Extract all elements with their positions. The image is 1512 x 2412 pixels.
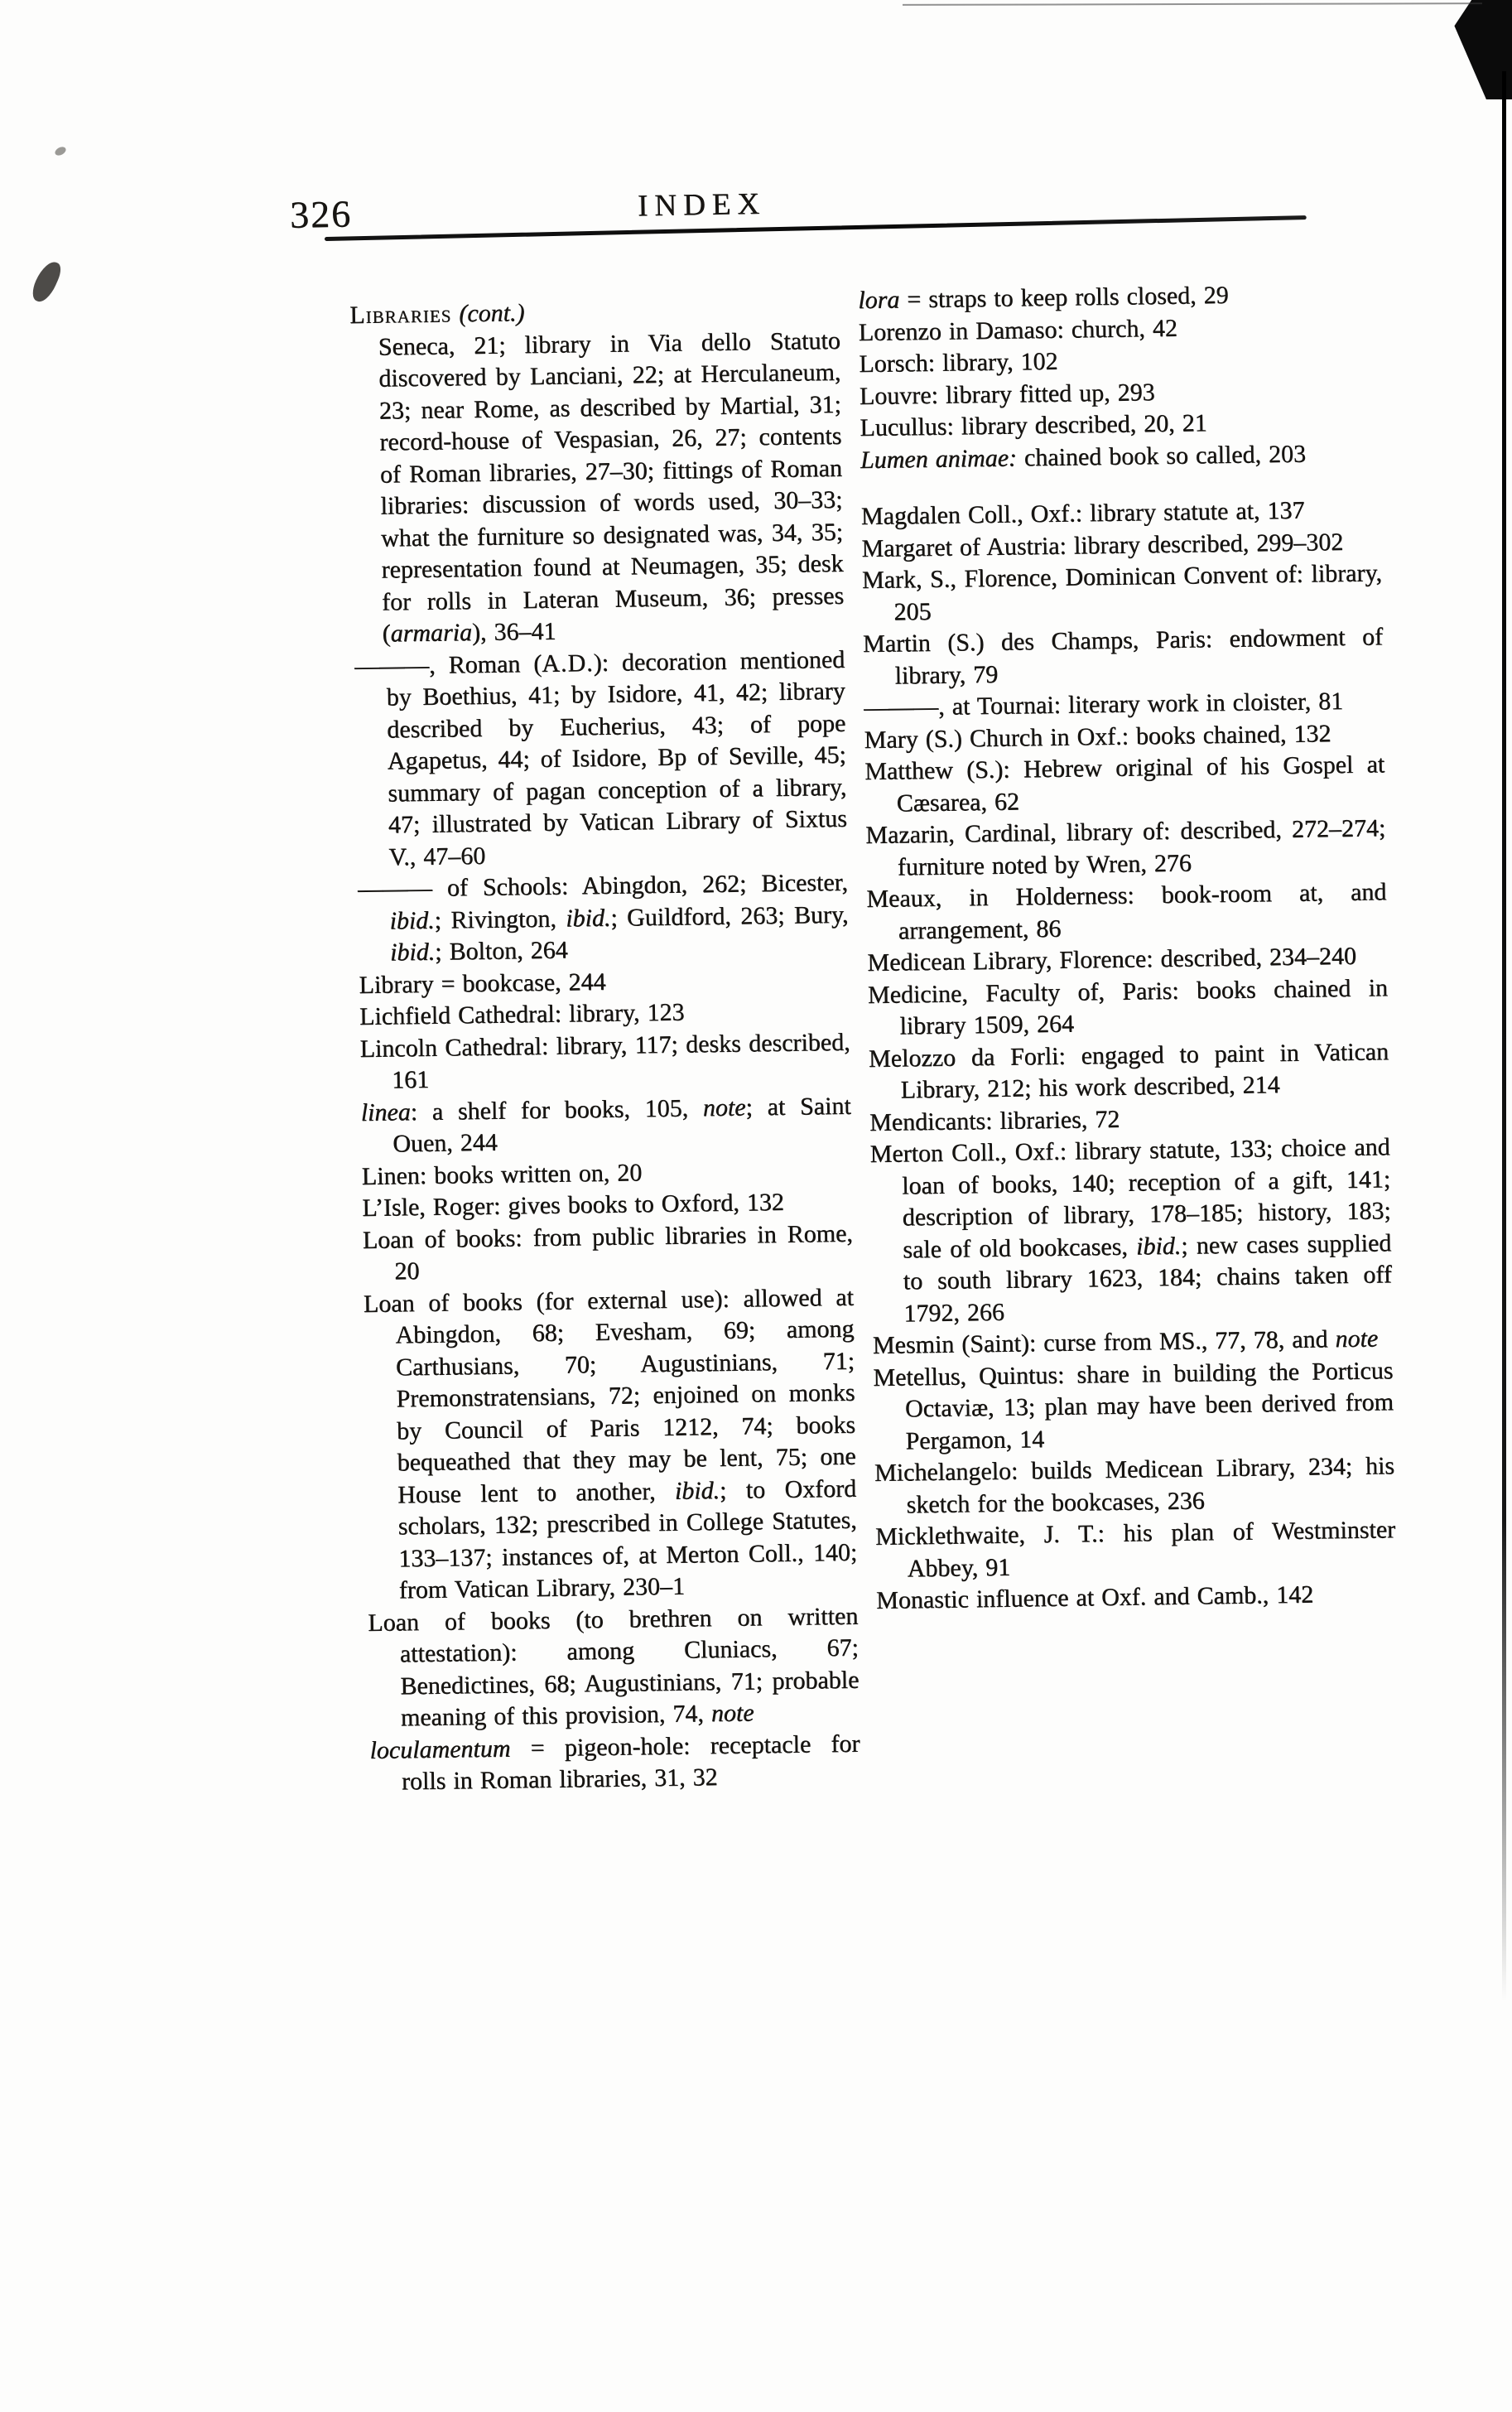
entry-text-segment: ; new cases supplied to south library 1623, 184; chains taken off 1792, 266 (903, 1228, 1392, 1327)
index-entry (860, 437, 1380, 476)
entry-text-segment: ; at Saint Ouen, 244 (392, 1092, 851, 1158)
entry-text-segment: ; Bolton, 264 (434, 936, 568, 966)
entry-text-segment: Mazarin, Cardinal, library of: described, 272–274; furniture noted by Wren, 276 (865, 814, 1386, 880)
entry-text-segment: ; Guildford, 263; Bury, (610, 900, 849, 932)
entry-text-segment: ): decoration mentioned by Boethius, 41; by Isidore, 41, 42; library described by Eucherius, 43; of pope Agapetus, 44; of Isidore, Bp of Seville, 45; summary of pagan conception of a library, 47; illustrated by Vatican Library of Sixtus V., 47–60 (386, 645, 848, 871)
index-entry (350, 325, 845, 650)
entry-text-segment: Mary (S.) Church in Oxf.: books chained, 132 (864, 719, 1331, 754)
index-entry (866, 876, 1387, 948)
entry-text-segment: Loan of books (for external use): allowed at Abingdon, 68; Evesham, 69; among Carthusians, 70; Augustinians, 71; Premonstratensians, 72; enjoined on monks by Council of Paris 1212, 74; books bequeathed that they may be lent, 75; one House lent to another, (363, 1283, 856, 1508)
index-entry (363, 1218, 854, 1288)
entry-text-segment: ibid. (565, 904, 611, 932)
entry-text-segment: Margaret of Austria: library described, 299–302 (861, 528, 1344, 562)
entry-text-segment: Lichfield Cathedral: library, 123 (359, 998, 685, 1030)
index-entry (360, 1090, 851, 1160)
entry-text-segment: : a shelf for books, 105, (410, 1093, 704, 1126)
header-rule (325, 215, 1307, 241)
index-entry (873, 1355, 1394, 1458)
index-entry (369, 1728, 860, 1798)
entry-text-segment: Micklethwaite, J. T.: his plan of Westminster Abbey, 91 (874, 1516, 1396, 1582)
entry-text-segment: Loan of books: from public libraries in Rome, 20 (362, 1219, 854, 1286)
index-column-left (349, 293, 860, 1799)
page-title: INDEX (637, 186, 767, 224)
entry-text-segment: ibid. (389, 906, 435, 934)
entry-text-segment: L’Isle, Roger: gives books to Oxford, 132 (362, 1188, 785, 1222)
index-entry (868, 972, 1389, 1044)
scan-top-edge-artifact (903, 2, 1482, 6)
entry-text-segment: Martin (S.) des Champs, Paris: endowment of library, 79 (862, 623, 1384, 689)
entry-text-segment: Metellus, Quintus: share in building the Porticus Octaviæ, 13; plan may have been derived from Pergamon, 14 (873, 1356, 1394, 1454)
entry-text-segment: Medicine, Faculty of, Paris: books chained in library 1509, 264 (867, 973, 1389, 1040)
index-entry (874, 1450, 1395, 1522)
margin-smudge-artifact (28, 258, 64, 305)
entry-text-segment: Linen: books written on, 20 (361, 1158, 643, 1190)
entry-text-segment: (cont.) (459, 299, 525, 328)
index-entry (869, 1036, 1389, 1107)
entry-text-segment: Mesmin (Saint): curse from MS., 77, 78, and (872, 1325, 1336, 1359)
entry-text-segment: note (710, 1699, 754, 1728)
entry-text-segment: ), 36–41 (471, 617, 556, 646)
entry-text-segment: Louvre: library fitted up, 293 (859, 378, 1155, 410)
entry-text-segment: ——— of Schools: Abingdon, 262; Bicester, (357, 868, 849, 903)
index-entry (865, 813, 1386, 884)
entry-text-segment (451, 300, 459, 327)
entry-text-segment: Mark, S., Florence, Dominican Convent of: library, 205 (861, 559, 1383, 625)
index-entry (875, 1514, 1396, 1585)
entry-text-segment: A.D. (542, 649, 594, 678)
entry-text-segment: Lorsch: library, 102 (859, 347, 1058, 378)
entry-text-segment: Lumen animae: (860, 443, 1018, 474)
entry-text-segment: Libraries (349, 300, 452, 329)
index-entry (864, 749, 1385, 820)
entry-text-segment: Loan of books (to brethren on written attestation): among Cluniacs, 67; Benedictines, 68; Augustinians, 71; probable meaning of this provision, 74, (368, 1602, 860, 1732)
index-entry (869, 1131, 1392, 1330)
entry-text-segment: note (1335, 1324, 1379, 1353)
entry-text-segment: Michelangelo: builds Medicean Library, 234; his sketch for the bookcases, 236 (874, 1452, 1395, 1518)
entry-text-segment: Meaux, in Holderness: book-room at, and arrangement, 86 (866, 878, 1387, 944)
entry-text-segment: Lucullus: library described, 20, 21 (860, 409, 1207, 441)
entry-text-segment: Mendicants: libraries, 72 (869, 1105, 1120, 1136)
index-column-right (858, 277, 1396, 1617)
entry-text-segment: Medicean Library, Florence: described, 234–240 (867, 942, 1357, 977)
entry-text-segment: loculamentum (369, 1734, 511, 1764)
scan-edge-line-artifact (1502, 71, 1506, 2001)
index-entry (359, 1026, 850, 1097)
entry-text-segment: Merton Coll., Oxf.: library statute, 133; choice and loan of books, 140; reception of a gift, 141; description of library, 178–185; history, 183; sale of old bookcases, (869, 1133, 1391, 1263)
entry-text-segment: note (702, 1093, 746, 1122)
entry-text-segment: = pigeon-hole: receptacle for rolls in Roman libraries, 31, 32 (401, 1729, 860, 1796)
entry-text-segment: linea (360, 1097, 411, 1126)
entry-text-segment: Monastic influence at Oxf. and Camb., 142 (875, 1580, 1314, 1614)
entry-text-segment: ———, Roman ( (354, 649, 542, 680)
entry-text-segment: Seneca, 21; library in Via dello Statuto discovered by Lanciani, 22; at Herculaneum, 23; near Rome, as described by Martial, 31; record-house of Vespasian, 26, 27; contents of Roman libraries, 27–30; fittings of Roman libraries: discussion of words used, 30–33; what the furniture so designated was, 34, 35; representation found at Neumagen, 35; desk for rolls in Lateran Museum, 36; presses ( (378, 326, 845, 648)
entry-text-segment: ———, at Tournai: literary work in cloister, 81 (863, 687, 1344, 721)
page-number: 326 (289, 192, 353, 236)
entry-text-segment: lora (858, 286, 900, 314)
entry-text-segment: ibid. (389, 938, 436, 967)
entry-text-segment: Magdalen Coll., Oxf.: library statute at, 137 (860, 496, 1305, 530)
margin-speck-artifact (54, 145, 68, 157)
index-entry (368, 1600, 860, 1734)
entry-text-segment: chained book so called, 203 (1016, 439, 1307, 471)
index-entry (354, 644, 848, 874)
entry-text-segment: armaria (390, 618, 473, 648)
entry-text-segment: ; to Oxford scholars, 132; prescribed in College Statutes, 133–137; instances of, at Merton Coll., 140; from Vatican Library, 230–1 (397, 1474, 858, 1604)
entry-text-segment: = straps to keep rolls closed, 29 (899, 281, 1229, 314)
entry-text-segment: Lorenzo in Damaso: church, 42 (858, 314, 1178, 346)
entry-text-segment: Library = bookcase, 244 (359, 967, 606, 999)
index-entry (876, 1578, 1396, 1617)
entry-text-segment: Matthew (S.): Hebrew original of his Gospel at Cæsarea, 62 (864, 750, 1385, 817)
entry-text-segment: ibid. (1135, 1232, 1182, 1260)
entry-text-segment: ; Rivington, (434, 904, 566, 934)
index-entry (358, 867, 850, 970)
index-entry (862, 557, 1383, 629)
entry-text-segment: Melozzo da Forli: engaged to paint in Vatican Library, 212; his work described, 214 (868, 1037, 1389, 1104)
index-entry (364, 1281, 858, 1607)
index-entry (863, 621, 1384, 692)
entry-text-segment: Lincoln Cathedral: library, 117; desks described, 161 (359, 1028, 850, 1094)
entry-text-segment: ibid. (674, 1476, 720, 1505)
